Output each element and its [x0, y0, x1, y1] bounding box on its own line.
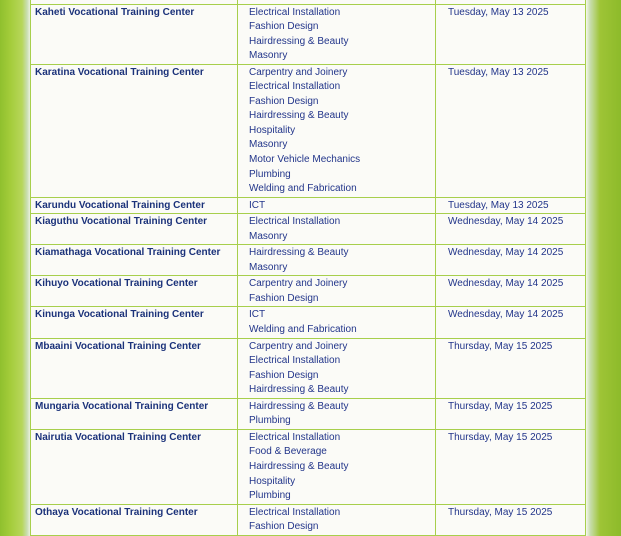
courses-cell: [238, 64, 436, 197]
training-center-name: Karundu Vocational Training Center: [31, 197, 238, 214]
table-row: [31, 245, 586, 276]
course-name: Plumbing: [249, 490, 291, 502]
training-center-name: Kiamathaga Vocational Training Center: [31, 245, 238, 276]
courses-cell: [238, 429, 436, 504]
courses-cell: [238, 504, 436, 535]
courses-cell: [238, 338, 436, 398]
courses-cell: [238, 214, 436, 245]
courses-cell: [238, 4, 436, 64]
table-row: [31, 307, 586, 338]
exam-date: Thursday, May 15 2025: [436, 398, 586, 429]
course-name: Carpentry and Joinery: [249, 278, 348, 290]
course-name: Food & Beverage: [249, 446, 327, 458]
course-name: Electrical Installation: [249, 81, 341, 93]
course-name: Fashion Design: [249, 21, 319, 33]
course-name: Masonry: [249, 261, 288, 273]
training-center-name: Karatina Vocational Training Center: [31, 64, 238, 197]
course-name: ICT: [249, 199, 266, 211]
table-row: [31, 64, 586, 197]
table-row: [31, 197, 586, 214]
exam-date: Wednesday, May 14 2025: [436, 276, 586, 307]
exam-date: Tuesday, May 13 2025: [436, 64, 586, 197]
exam-date: Thursday, May 15 2025: [436, 504, 586, 535]
table-row: [31, 429, 586, 504]
course-name: ICT: [249, 309, 266, 321]
exam-date: Thursday, May 15 2025: [436, 338, 586, 398]
training-center-name: Othaya Vocational Training Center: [31, 504, 238, 535]
training-center-name: Mungaria Vocational Training Center: [31, 398, 238, 429]
table-row: [31, 504, 586, 535]
table-row: [31, 4, 586, 64]
training-center-name: Kaheti Vocational Training Center: [31, 4, 238, 64]
course-name: Masonry: [249, 230, 288, 242]
course-name: Fashion Design: [249, 369, 319, 381]
exam-date: Thursday, May 15 2025: [436, 429, 586, 504]
training-center-name: Kihuyo Vocational Training Center: [31, 276, 238, 307]
course-name: Welding and Fabrication: [249, 324, 357, 336]
courses-cell: [238, 307, 436, 338]
courses-cell: [238, 197, 436, 214]
table-row: [31, 338, 586, 398]
course-name: Electrical Installation: [249, 6, 341, 18]
exam-date: Wednesday, May 14 2025: [436, 245, 586, 276]
course-name: Hospitality: [249, 475, 296, 487]
training-center-name: Kinunga Vocational Training Center: [31, 307, 238, 338]
course-name: Fashion Design: [249, 95, 319, 107]
exam-date: Wednesday, May 14 2025: [436, 214, 586, 245]
courses-cell: [238, 276, 436, 307]
course-name: Hairdressing & Beauty: [249, 247, 349, 259]
table-row: [31, 214, 586, 245]
course-name: Plumbing: [249, 168, 291, 180]
training-center-name: Nairutia Vocational Training Center: [31, 429, 238, 504]
table-row: [31, 398, 586, 429]
course-name: Hairdressing & Beauty: [249, 35, 349, 47]
course-name: Welding and Fabrication: [249, 183, 357, 195]
course-name: Hairdressing & Beauty: [249, 384, 349, 396]
course-name: Electrical Installation: [249, 506, 341, 518]
course-name: Hospitality: [249, 124, 296, 136]
exam-date: Tuesday, May 13 2025: [436, 4, 586, 64]
training-center-name: Kiaguthu Vocational Training Center: [31, 214, 238, 245]
table-row: [31, 276, 586, 307]
courses-cell: [238, 398, 436, 429]
course-name: Electrical Installation: [249, 431, 341, 443]
course-name: Carpentry and Joinery: [249, 340, 348, 352]
course-name: Fashion Design: [249, 292, 319, 304]
course-name: Fashion Design: [249, 521, 319, 533]
training-schedule-table: [30, 0, 586, 536]
training-center-name: Mbaaini Vocational Training Center: [31, 338, 238, 398]
courses-cell: [238, 245, 436, 276]
schedule-table-body: [31, 0, 586, 535]
course-name: Electrical Installation: [249, 355, 341, 367]
course-name: Masonry: [249, 50, 288, 62]
course-name: Hairdressing & Beauty: [249, 110, 349, 122]
course-name: Carpentry and Joinery: [249, 66, 348, 78]
course-name: Masonry: [249, 139, 288, 151]
exam-date: Tuesday, May 13 2025: [436, 197, 586, 214]
course-name: Motor Vehicle Mechanics: [249, 154, 361, 166]
exam-date: Wednesday, May 14 2025: [436, 307, 586, 338]
course-name: [249, 0, 431, 4]
course-name: Hairdressing & Beauty: [249, 400, 349, 412]
course-name: Electrical Installation: [249, 216, 341, 228]
course-name: Hairdressing & Beauty: [249, 460, 349, 472]
course-name: Plumbing: [249, 415, 291, 427]
